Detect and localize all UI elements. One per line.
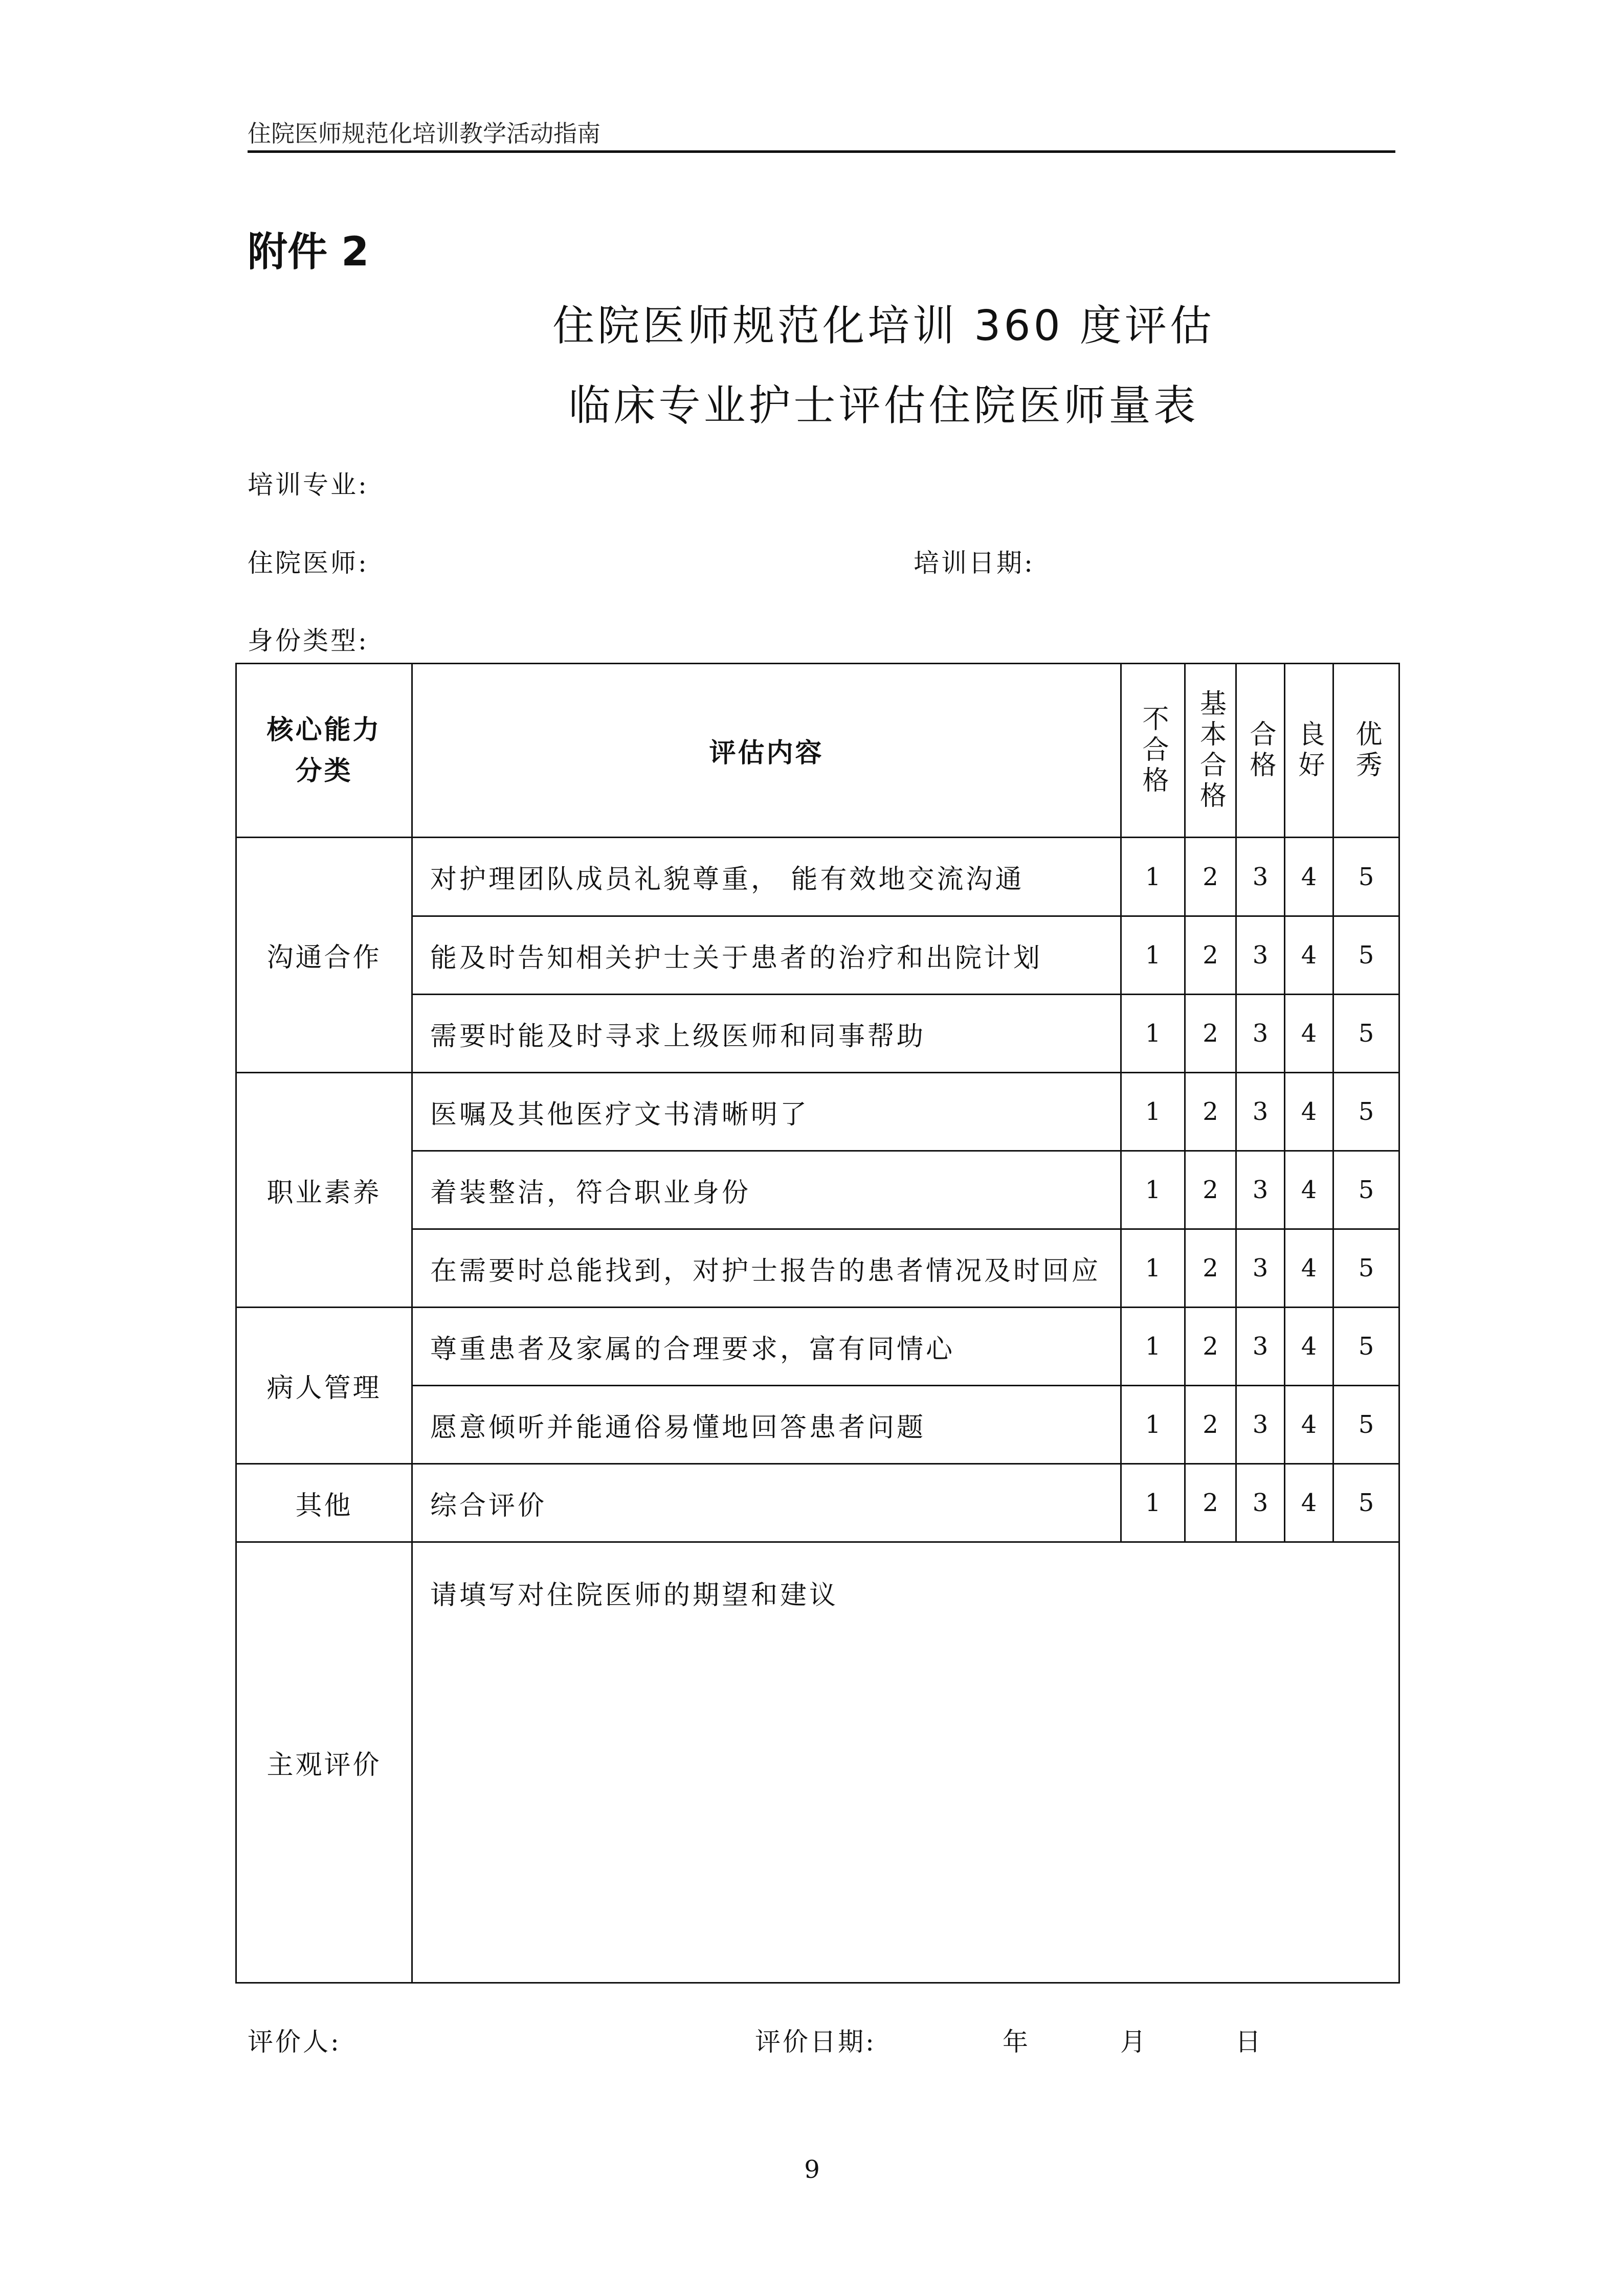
score-3[interactable]: 3 (1236, 995, 1285, 1073)
score-1[interactable]: 1 (1121, 1151, 1185, 1229)
score-1[interactable]: 1 (1121, 1464, 1185, 1542)
training-date-field-label: 培训日期: (914, 548, 1035, 578)
subjective-comment-area[interactable] (412, 1542, 1399, 1983)
table-header-row (236, 664, 1399, 838)
item-content: 需要时能及时寻求上级医师和同事帮助 (412, 995, 1121, 1073)
score-1[interactable]: 1 (1121, 916, 1185, 995)
header-content: 评估内容 (412, 664, 1121, 838)
score-3[interactable]: 3 (1236, 916, 1285, 995)
score-2[interactable]: 2 (1185, 1308, 1236, 1386)
score-5[interactable]: 5 (1333, 1386, 1399, 1464)
category-subjective: 主观评价 (236, 1542, 412, 1983)
score-4[interactable]: 4 (1285, 916, 1333, 995)
subjective-row (236, 1542, 1399, 1983)
header-level-pass: 合格 (1236, 664, 1285, 838)
score-3[interactable]: 3 (1236, 1308, 1285, 1386)
category-patient-management: 病人管理 (236, 1308, 412, 1464)
score-4[interactable]: 4 (1285, 1464, 1333, 1542)
page-number: 9 (804, 2155, 820, 2184)
attachment-label: 附件 2 (248, 229, 369, 275)
evaluation-table (235, 663, 1400, 1984)
header-level-excellent: 优秀 (1333, 664, 1399, 838)
item-content: 综合评价 (412, 1464, 1121, 1542)
item-content: 能及时告知相关护士关于患者的治疗和出院计划 (412, 916, 1121, 995)
subjective-prompt: 请填写对住院医师的期望和建议 (430, 1580, 839, 1611)
item-content: 着装整洁，符合职业身份 (412, 1151, 1121, 1229)
score-1[interactable]: 1 (1121, 1073, 1185, 1151)
score-5[interactable]: 5 (1333, 995, 1399, 1073)
item-content: 对护理团队成员礼貌尊重， 能有效地交流沟通 (412, 838, 1121, 916)
resident-field-label: 住院医师: (248, 548, 369, 578)
score-4[interactable]: 4 (1285, 1229, 1333, 1308)
header-category (236, 664, 412, 838)
score-3[interactable]: 3 (1236, 1151, 1285, 1229)
score-5[interactable]: 5 (1333, 838, 1399, 916)
table-row (236, 1464, 1399, 1542)
item-content: 尊重患者及家属的合理要求，富有同情心 (412, 1308, 1121, 1386)
score-2[interactable]: 2 (1185, 1073, 1236, 1151)
header-level-basic-pass: 基本合格 (1185, 664, 1236, 838)
header-category-line2: 分类 (295, 755, 353, 786)
score-3[interactable]: 3 (1236, 1386, 1285, 1464)
score-4[interactable]: 4 (1285, 1073, 1333, 1151)
score-3[interactable]: 3 (1236, 1073, 1285, 1151)
score-5[interactable]: 5 (1333, 1073, 1399, 1151)
score-5[interactable]: 5 (1333, 1464, 1399, 1542)
item-content: 在需要时总能找到，对护士报告的患者情况及时回应 (412, 1229, 1121, 1308)
score-1[interactable]: 1 (1121, 1229, 1185, 1308)
score-1[interactable]: 1 (1121, 995, 1185, 1073)
identity-type-field-label: 身份类型: (248, 626, 369, 656)
score-1[interactable]: 1 (1121, 1386, 1185, 1464)
score-4[interactable]: 4 (1285, 838, 1333, 916)
score-1[interactable]: 1 (1121, 838, 1185, 916)
document-title: 住院医师规范化培训 360 度评估 (552, 302, 1215, 350)
category-communication: 沟通合作 (236, 838, 412, 1073)
score-5[interactable]: 5 (1333, 1151, 1399, 1229)
score-2[interactable]: 2 (1185, 1151, 1236, 1229)
score-3[interactable]: 3 (1236, 1464, 1285, 1542)
category-other: 其他 (236, 1464, 412, 1542)
score-4[interactable]: 4 (1285, 995, 1333, 1073)
header-category-line1: 核心能力 (266, 714, 382, 746)
score-4[interactable]: 4 (1285, 1151, 1333, 1229)
score-2[interactable]: 2 (1185, 838, 1236, 916)
header-level-good: 良好 (1285, 664, 1333, 838)
table-row (236, 1308, 1399, 1386)
score-5[interactable]: 5 (1333, 916, 1399, 995)
score-2[interactable]: 2 (1185, 916, 1236, 995)
header-level-fail: 不合格 (1121, 664, 1185, 838)
score-3[interactable]: 3 (1236, 1229, 1285, 1308)
score-2[interactable]: 2 (1185, 1464, 1236, 1542)
item-content: 愿意倾听并能通俗易懂地回答患者问题 (412, 1386, 1121, 1464)
table-row (236, 1073, 1399, 1151)
specialty-field-label: 培训专业: (248, 470, 369, 500)
table-row (236, 838, 1399, 916)
score-5[interactable]: 5 (1333, 1308, 1399, 1386)
score-3[interactable]: 3 (1236, 838, 1285, 916)
document-subtitle: 临床专业护士评估住院医师量表 (568, 381, 1199, 430)
item-content: 医嘱及其他医疗文书清晰明了 (412, 1073, 1121, 1151)
score-4[interactable]: 4 (1285, 1308, 1333, 1386)
score-1[interactable]: 1 (1121, 1308, 1185, 1386)
evaluator-label: 评价人: (248, 2027, 341, 2057)
running-header: 住院医师规范化培训教学活动指南 (248, 120, 600, 147)
eval-date-month: 月 (1120, 2027, 1148, 2057)
eval-date-day: 日 (1235, 2027, 1263, 2057)
score-2[interactable]: 2 (1185, 995, 1236, 1073)
eval-date-year: 年 (1003, 2027, 1030, 2057)
score-2[interactable]: 2 (1185, 1386, 1236, 1464)
score-5[interactable]: 5 (1333, 1229, 1399, 1308)
score-2[interactable]: 2 (1185, 1229, 1236, 1308)
header-rule (248, 150, 1395, 153)
score-4[interactable]: 4 (1285, 1386, 1333, 1464)
category-professionalism: 职业素养 (236, 1073, 412, 1308)
eval-date-label: 评价日期: (755, 2027, 876, 2057)
